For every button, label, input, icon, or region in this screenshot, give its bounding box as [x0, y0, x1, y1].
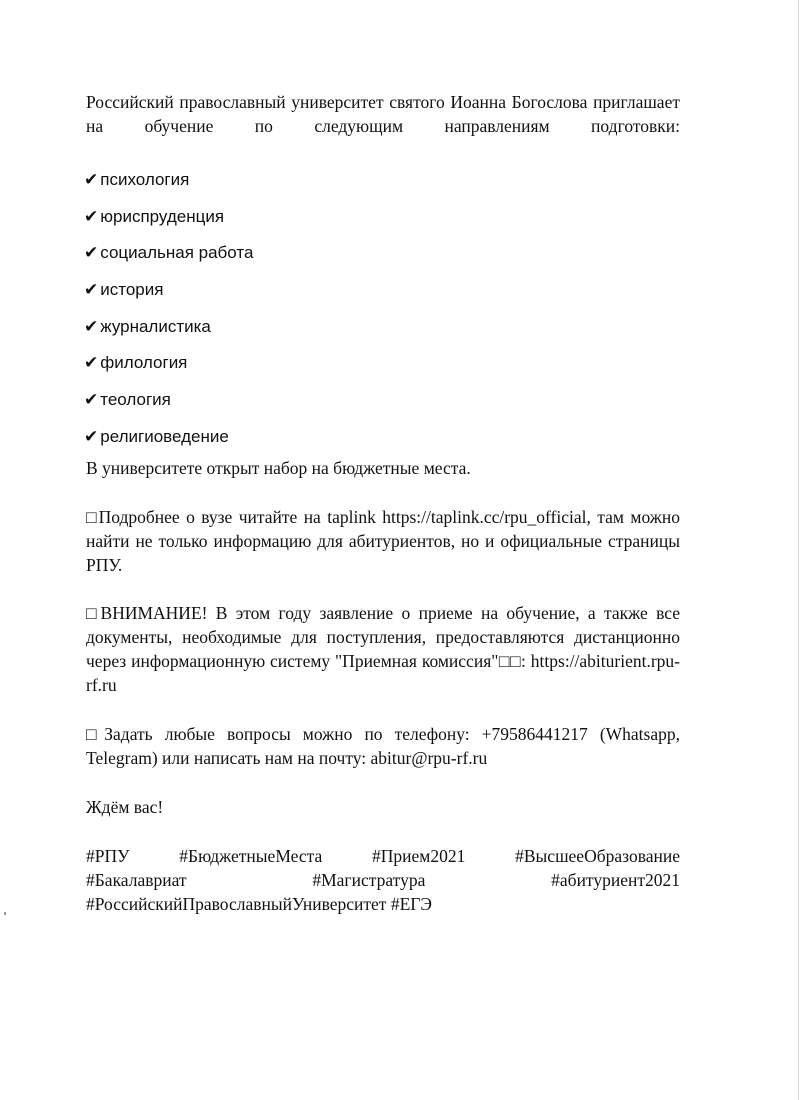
- attention-url: : https://abiturient.rpu-rf.ru: [86, 651, 680, 695]
- hashtags-line-1: [86, 844, 680, 868]
- checkmark-icon: ✔: [84, 207, 99, 226]
- direction-item-journalism: [84, 315, 484, 339]
- hashtags-text: #РоссийскийПравославныйУниверситет #ЕГЭ: [86, 894, 432, 914]
- direction-label: социальная работа: [100, 243, 254, 262]
- hashtags-text: #РПУ #БюджетныеМеста #Прием2021 #ВысшееОбразование: [86, 846, 680, 866]
- checkmark-icon: ✔: [84, 243, 99, 262]
- taplink-paragraph: [86, 505, 680, 577]
- missing-glyph-icon: □: [86, 603, 101, 623]
- missing-glyph-icon: □: [86, 507, 99, 527]
- missing-glyph-icon: □: [509, 651, 522, 671]
- missing-glyph-icon: □: [86, 724, 105, 744]
- intro-text: Российский православный университет святого Иоанна Богослова приглашает на обучение по следующим направлениям подготовки:: [86, 92, 680, 136]
- missing-glyph-icon: □: [498, 651, 510, 671]
- attention-paragraph: [86, 601, 680, 697]
- direction-label: история: [100, 280, 164, 299]
- closing-line: [86, 795, 680, 819]
- direction-item-theology: [84, 388, 484, 412]
- contacts-text: Задать любые вопросы можно по телефону: +79586441217 (Whatsapp, Telegram) или написать нам на почту: abitur@rpu-rf.ru: [86, 724, 680, 768]
- direction-item-religious-studies: [84, 425, 484, 449]
- scan-speck: [4, 912, 6, 915]
- direction-label: теология: [100, 390, 171, 409]
- checkmark-icon: ✔: [84, 390, 99, 409]
- hashtags-line-3: [86, 892, 680, 916]
- budget-notice: [86, 456, 680, 480]
- checkmark-icon: ✔: [84, 317, 99, 336]
- direction-item-law: [84, 205, 484, 229]
- direction-item-philology: [84, 351, 484, 375]
- direction-label: филология: [100, 353, 188, 372]
- hashtags-line-2: [86, 868, 680, 892]
- checkmark-icon: ✔: [84, 280, 99, 299]
- closing-text: Ждём вас!: [86, 797, 164, 817]
- intro-paragraph: [86, 90, 680, 138]
- budget-notice-text: В университете открыт набор на бюджетные места.: [86, 458, 471, 478]
- checkmark-icon: ✔: [84, 170, 99, 189]
- checkmark-icon: ✔: [84, 427, 99, 446]
- attention-text: ВНИМАНИЕ! В этом году заявление о приеме на обучение, а также все документы, необходимые для поступления, предоставляются дистанционно через информационную систему "Приемная комиссия": [86, 603, 680, 671]
- direction-label: журналистика: [100, 317, 211, 336]
- direction-label: психология: [100, 170, 190, 189]
- direction-label: религиоведение: [100, 427, 229, 446]
- direction-item-history: [84, 278, 484, 302]
- direction-label: юриспруденция: [100, 207, 225, 226]
- direction-item-psychology: [84, 168, 484, 192]
- checkmark-icon: ✔: [84, 353, 99, 372]
- direction-item-social-work: [84, 241, 484, 265]
- hashtags-text: #Бакалавриат #Магистратура #абитуриент2021: [86, 870, 680, 890]
- taplink-text: Подробнее о вузе читайте на taplink https://taplink.cc/rpu_official, там можно найти не только информацию для абитуриентов, но и официальные страницы РПУ.: [86, 507, 680, 575]
- contacts-paragraph: [86, 722, 680, 770]
